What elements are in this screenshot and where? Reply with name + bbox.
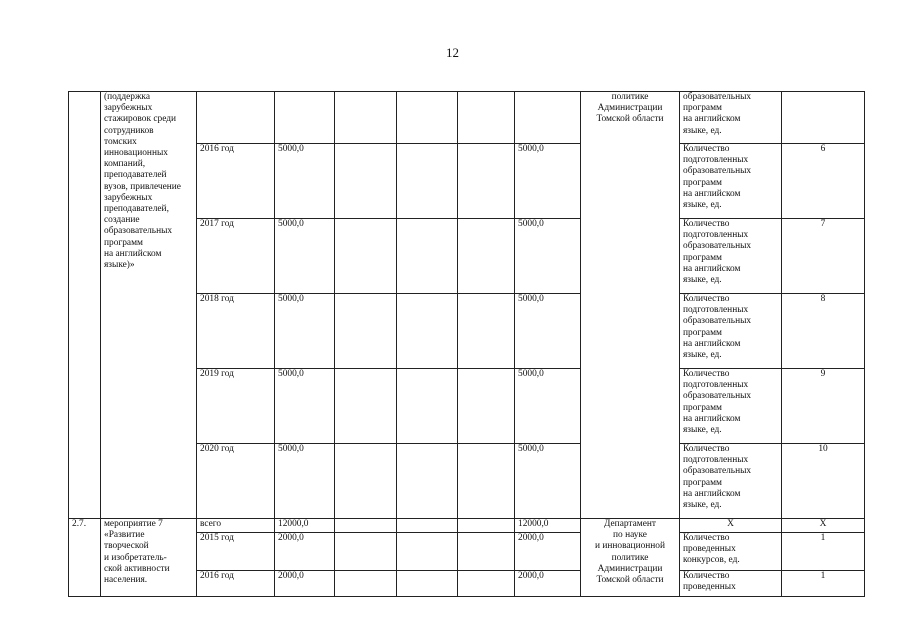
executor-cell: политике Администрации Томской области	[581, 92, 680, 519]
indicator-cell: Количество подготовленных образовательных программ на английском языке, ед.	[680, 144, 782, 219]
row-number-cell: 2.7.	[69, 519, 101, 597]
indicator-cell: Количество подготовленных образовательных программ на английском языке, ед.	[680, 369, 782, 444]
empty-cell	[335, 444, 397, 519]
regional-budget-cell: 5000,0	[515, 369, 581, 444]
empty-cell	[458, 533, 515, 571]
regional-budget-cell	[515, 92, 581, 144]
indicator-value-cell: X	[782, 519, 865, 533]
total-cell: 5000,0	[275, 219, 335, 294]
total-cell: 2000,0	[275, 571, 335, 597]
year-cell: 2020 год	[197, 444, 275, 519]
indicator-value-cell: 1	[782, 533, 865, 571]
indicator-value-cell: 8	[782, 294, 865, 369]
empty-cell	[335, 92, 397, 144]
total-cell: 5000,0	[275, 294, 335, 369]
row-number-cell	[69, 92, 101, 519]
empty-cell	[458, 369, 515, 444]
regional-budget-cell: 12000,0	[515, 519, 581, 533]
empty-cell	[335, 144, 397, 219]
year-cell: 2018 год	[197, 294, 275, 369]
indicator-value-cell: 10	[782, 444, 865, 519]
empty-cell	[335, 369, 397, 444]
year-cell: 2015 год	[197, 533, 275, 571]
regional-budget-cell: 2000,0	[515, 533, 581, 571]
program-table	[68, 91, 865, 597]
empty-cell	[397, 571, 458, 597]
regional-budget-cell: 5000,0	[515, 219, 581, 294]
year-cell: 2016 год	[197, 571, 275, 597]
indicator-cell: Количество подготовленных образовательных программ на английском языке, ед.	[680, 294, 782, 369]
regional-budget-cell: 2000,0	[515, 571, 581, 597]
empty-cell	[335, 519, 397, 533]
empty-cell	[397, 369, 458, 444]
empty-cell	[458, 144, 515, 219]
total-cell: 5000,0	[275, 369, 335, 444]
year-cell: 2019 год	[197, 369, 275, 444]
indicator-cell: образовательных программ на английском языке, ед.	[680, 92, 782, 144]
empty-cell	[458, 444, 515, 519]
year-cell: 2017 год	[197, 219, 275, 294]
executor-cell: Департамент по науке и инновационной политике Администрации Томской области	[581, 519, 680, 597]
total-cell: 5000,0	[275, 444, 335, 519]
empty-cell	[397, 144, 458, 219]
empty-cell	[458, 571, 515, 597]
indicator-value-cell	[782, 92, 865, 144]
event-description-cell: мероприятие 7 «Развитие творческой и изобретатель- ской активности населения.	[101, 519, 197, 597]
regional-budget-cell: 5000,0	[515, 294, 581, 369]
empty-cell	[335, 219, 397, 294]
indicator-value-cell: 1	[782, 571, 865, 597]
empty-cell	[397, 444, 458, 519]
total-cell: 2000,0	[275, 533, 335, 571]
table-row	[69, 519, 865, 533]
indicator-cell: X	[680, 519, 782, 533]
table-row	[69, 92, 865, 144]
empty-cell	[458, 519, 515, 533]
indicator-cell: Количество проведенных	[680, 571, 782, 597]
year-cell: 2016 год	[197, 144, 275, 219]
empty-cell	[458, 219, 515, 294]
year-cell: всего	[197, 519, 275, 533]
regional-budget-cell: 5000,0	[515, 444, 581, 519]
total-cell	[275, 92, 335, 144]
empty-cell	[335, 533, 397, 571]
empty-cell	[397, 519, 458, 533]
empty-cell	[458, 92, 515, 144]
empty-cell	[335, 571, 397, 597]
indicator-value-cell: 7	[782, 219, 865, 294]
empty-cell	[458, 294, 515, 369]
indicator-cell: Количество подготовленных образовательных программ на английском языке, ед.	[680, 444, 782, 519]
total-cell: 5000,0	[275, 144, 335, 219]
regional-budget-cell: 5000,0	[515, 144, 581, 219]
empty-cell	[335, 294, 397, 369]
indicator-value-cell: 6	[782, 144, 865, 219]
indicator-value-cell: 9	[782, 369, 865, 444]
year-cell	[197, 92, 275, 144]
empty-cell	[397, 92, 458, 144]
empty-cell	[397, 294, 458, 369]
indicator-cell: Количество подготовленных образовательных программ на английском языке, ед.	[680, 219, 782, 294]
page-number: 12	[446, 45, 459, 60]
empty-cell	[397, 219, 458, 294]
indicator-cell: Количество проведенных конкурсов, ед.	[680, 533, 782, 571]
event-description-cell: (поддержка зарубежных стажировок среди сотрудников томских инновационных компаний, преподавателей вузов, привлечение зарубежных преподавателей, создание образовательных программ на английском языке)»	[101, 92, 197, 519]
empty-cell	[397, 533, 458, 571]
total-cell: 12000,0	[275, 519, 335, 533]
